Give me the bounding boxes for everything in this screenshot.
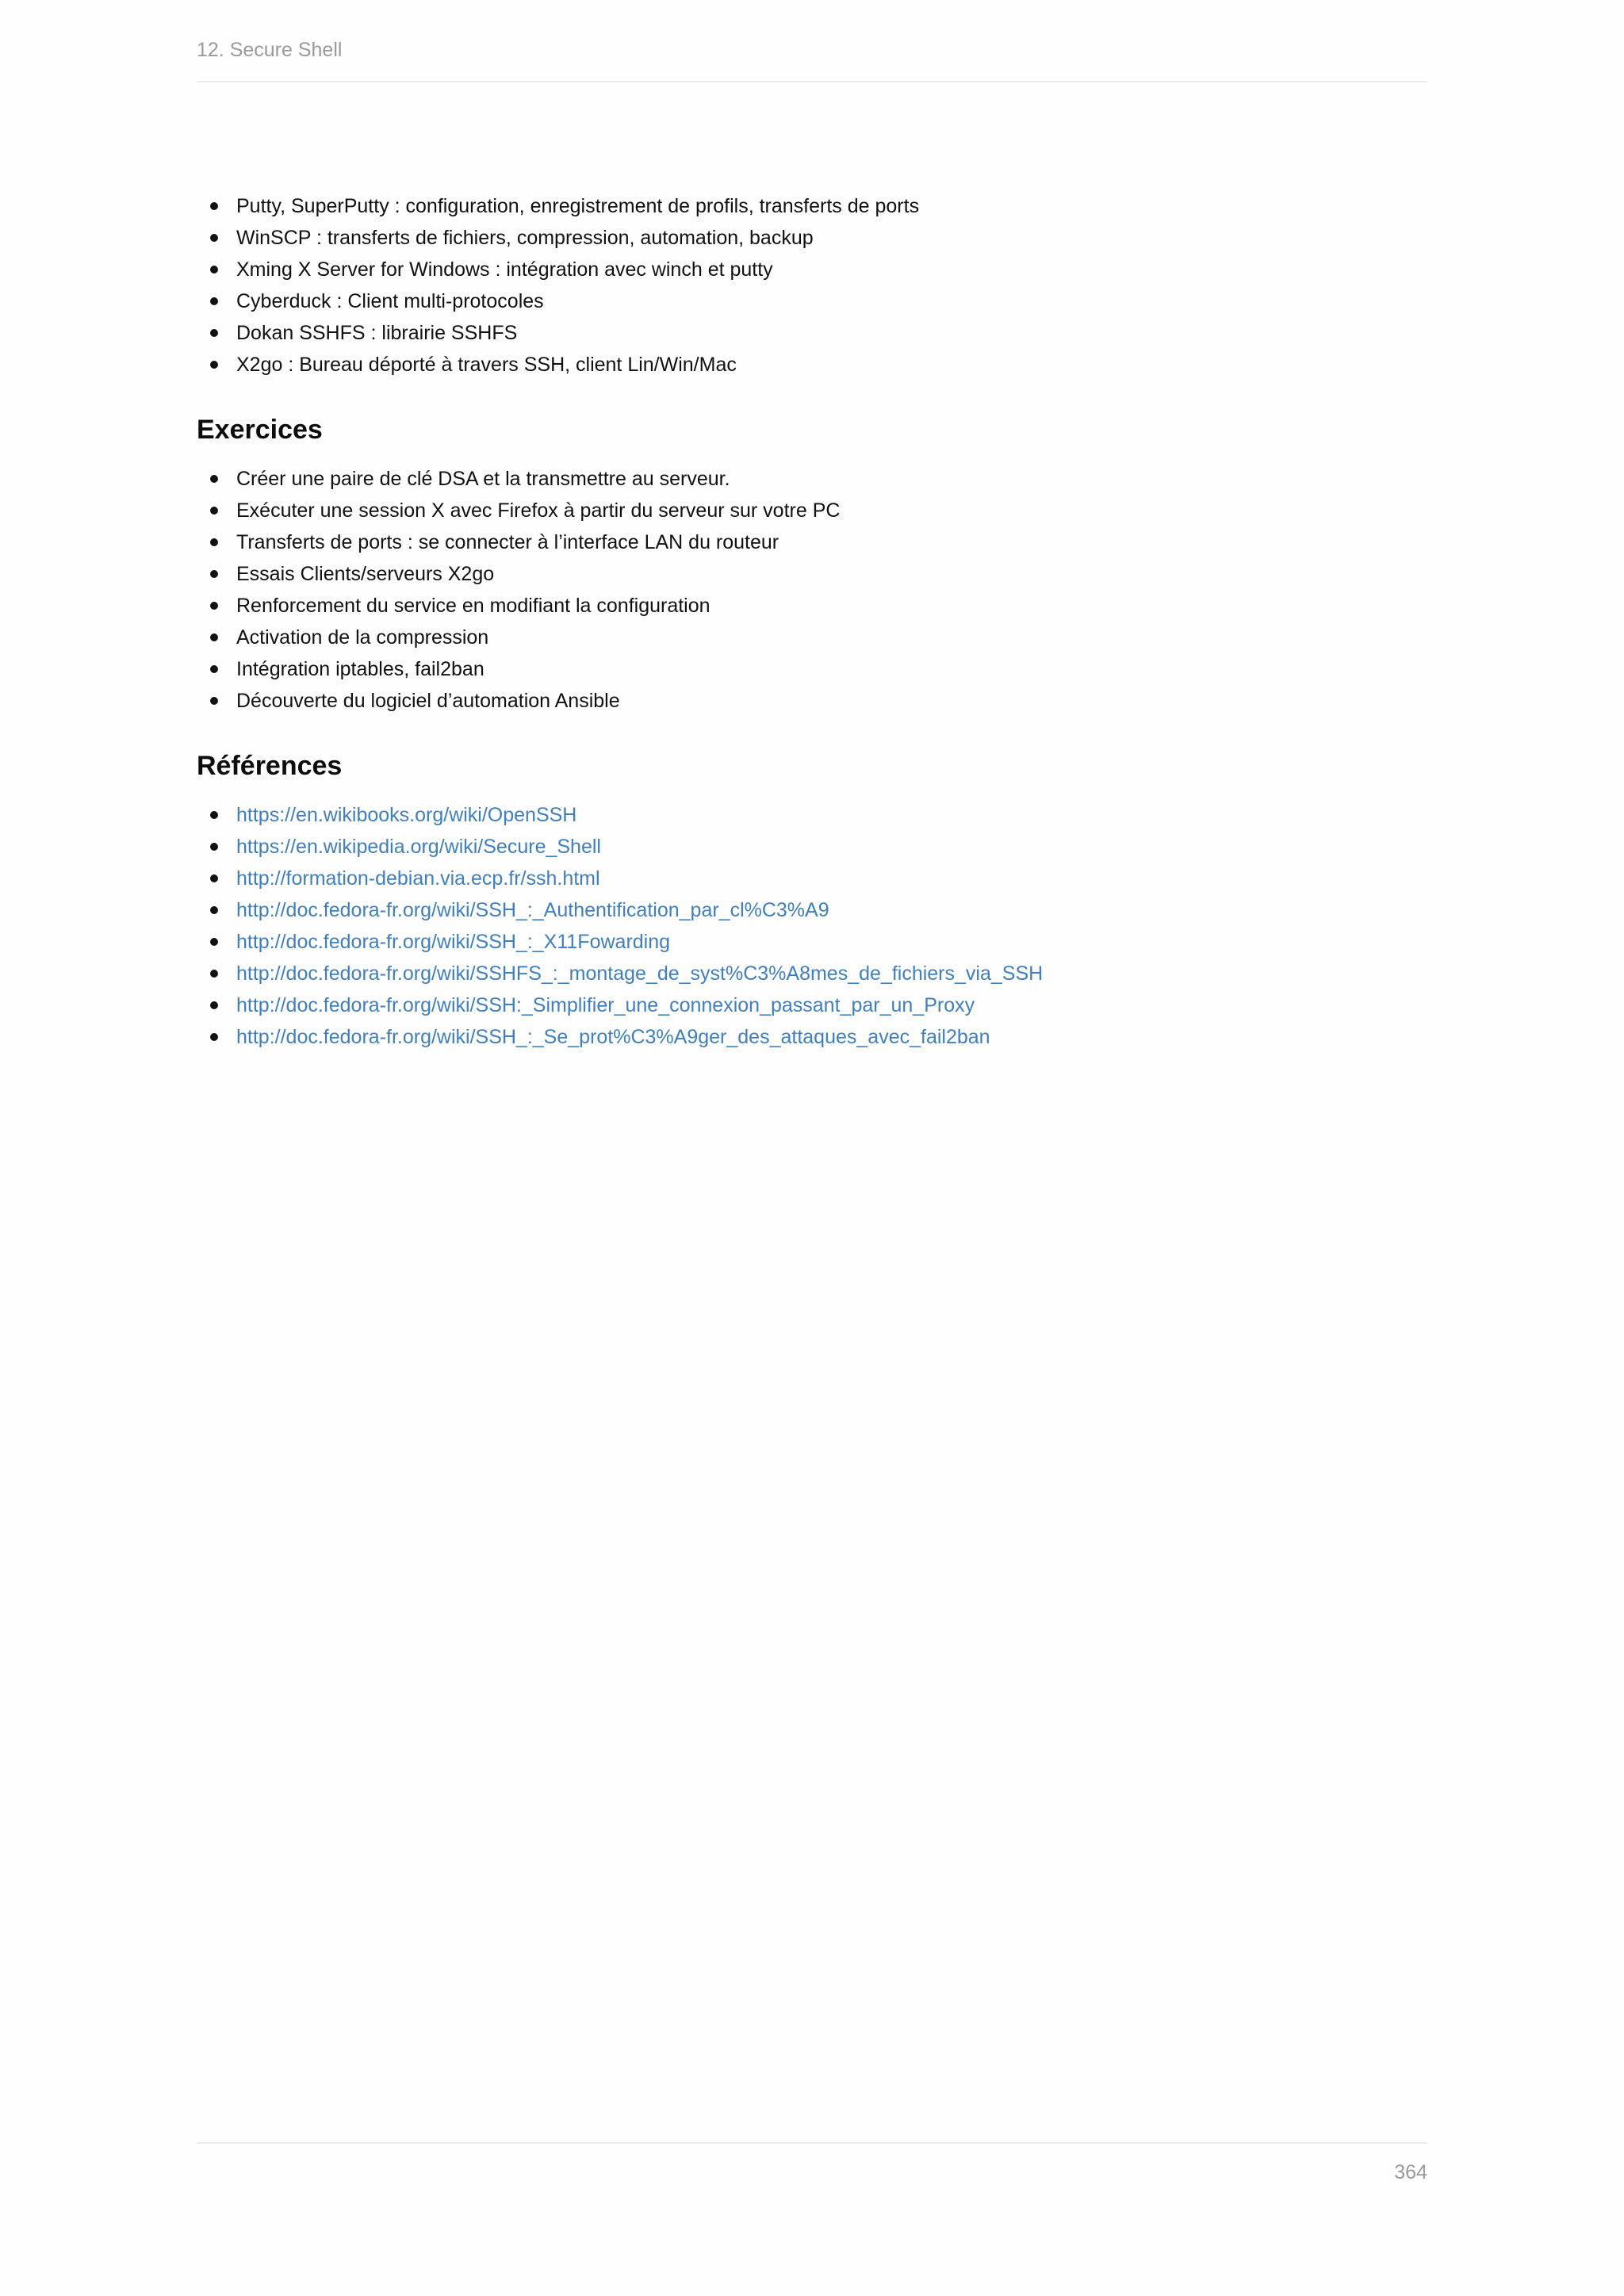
bullet-icon [210,361,218,369]
reference-link[interactable]: https://en.wikipedia.org/wiki/Secure_Shell [236,836,601,858]
bullet-icon [210,906,218,914]
bullet-icon [210,874,218,882]
page-footer [197,2142,1427,2183]
list-item [197,317,1427,349]
list-item [197,495,1427,526]
list-item-text: Essais Clients/serveurs X2go [236,563,495,585]
reference-link[interactable]: http://doc.fedora-fr.org/wiki/SSH_:_Se_prot%C3%A9ger_des_attaques_avec_fail2ban [236,1026,990,1048]
bullet-icon [210,633,218,641]
list-item-text: Exécuter une session X avec Firefox à partir du serveur sur votre PC [236,499,841,522]
reference-link[interactable]: https://en.wikibooks.org/wiki/OpenSSH [236,804,577,826]
list-item [197,622,1427,653]
list-item [197,590,1427,622]
bullet-icon [210,811,218,819]
list-item-text: Découverte du logiciel d’automation Ansible [236,690,620,712]
list-item [197,926,1427,958]
list-item [197,989,1427,1021]
list-item [197,558,1427,590]
reference-link[interactable]: http://formation-debian.via.ecp.fr/ssh.html [236,867,600,890]
bullet-icon [210,570,218,578]
list-item [197,685,1427,717]
list-item-text: Intégration iptables, fail2ban [236,658,485,680]
bullet-icon [210,665,218,673]
bullet-icon [210,970,218,978]
page-content [197,190,1427,1053]
list-item-text: Dokan SSHFS : librairie SSHFS [236,322,518,344]
bullet-icon [210,697,218,705]
list-item [197,799,1427,831]
bullet-icon [210,475,218,483]
list-item-text: Renforcement du service en modifiant la configuration [236,595,710,617]
list-item-text: Xming X Server for Windows : intégration avec winch et putty [236,258,773,281]
bullet-icon [210,538,218,546]
list-item [197,1021,1427,1053]
list-item [197,254,1427,285]
references-heading: Références [197,751,343,781]
list-item [197,653,1427,685]
exercices-heading: Exercices [197,415,323,445]
reference-link[interactable]: http://doc.fedora-fr.org/wiki/SSH_:_Authentification_par_cl%C3%A9 [236,899,829,921]
bullet-icon [210,602,218,610]
bullet-icon [210,297,218,305]
list-item [197,894,1427,926]
page-number: 364 [1394,2161,1427,2183]
list-item-text: Transferts de ports : se connecter à l’interface LAN du routeur [236,531,779,553]
bullet-icon [210,507,218,515]
list-item [197,190,1427,222]
reference-link[interactable]: http://doc.fedora-fr.org/wiki/SSH_:_X11Fowarding [236,931,671,953]
list-item [197,222,1427,254]
list-item [197,285,1427,317]
list-item-text: Cyberduck : Client multi-protocoles [236,290,544,312]
bullet-icon [210,843,218,851]
bullet-icon [210,329,218,337]
tools-list [197,190,1427,381]
list-item-text: WinSCP : transferts de fichiers, compression, automation, backup [236,227,814,249]
running-title: 12. Secure Shell [197,39,343,61]
bullet-icon [210,1001,218,1009]
page-header [197,36,1427,82]
list-item-text: Activation de la compression [236,626,489,649]
list-item-text: Putty, SuperPutty : configuration, enregistrement de profils, transferts de ports [236,195,920,217]
list-item [197,463,1427,495]
list-item [197,863,1427,894]
list-item [197,831,1427,863]
bullet-icon [210,202,218,210]
list-item-text: X2go : Bureau déporté à travers SSH, client Lin/Win/Mac [236,354,737,376]
list-item [197,526,1427,558]
exercices-list [197,463,1427,717]
bullet-icon [210,266,218,274]
bullet-icon [210,1033,218,1041]
reference-link[interactable]: http://doc.fedora-fr.org/wiki/SSHFS_:_montage_de_syst%C3%A8mes_de_fichiers_via_SSH [236,962,1044,985]
bullet-icon [210,938,218,946]
reference-link[interactable]: http://doc.fedora-fr.org/wiki/SSH:_Simplifier_une_connexion_passant_par_un_Proxy [236,994,975,1016]
list-item [197,958,1427,989]
bullet-icon [210,234,218,242]
list-item [197,349,1427,381]
references-list [197,799,1427,1053]
list-item-text: Créer une paire de clé DSA et la transmettre au serveur. [236,468,730,490]
